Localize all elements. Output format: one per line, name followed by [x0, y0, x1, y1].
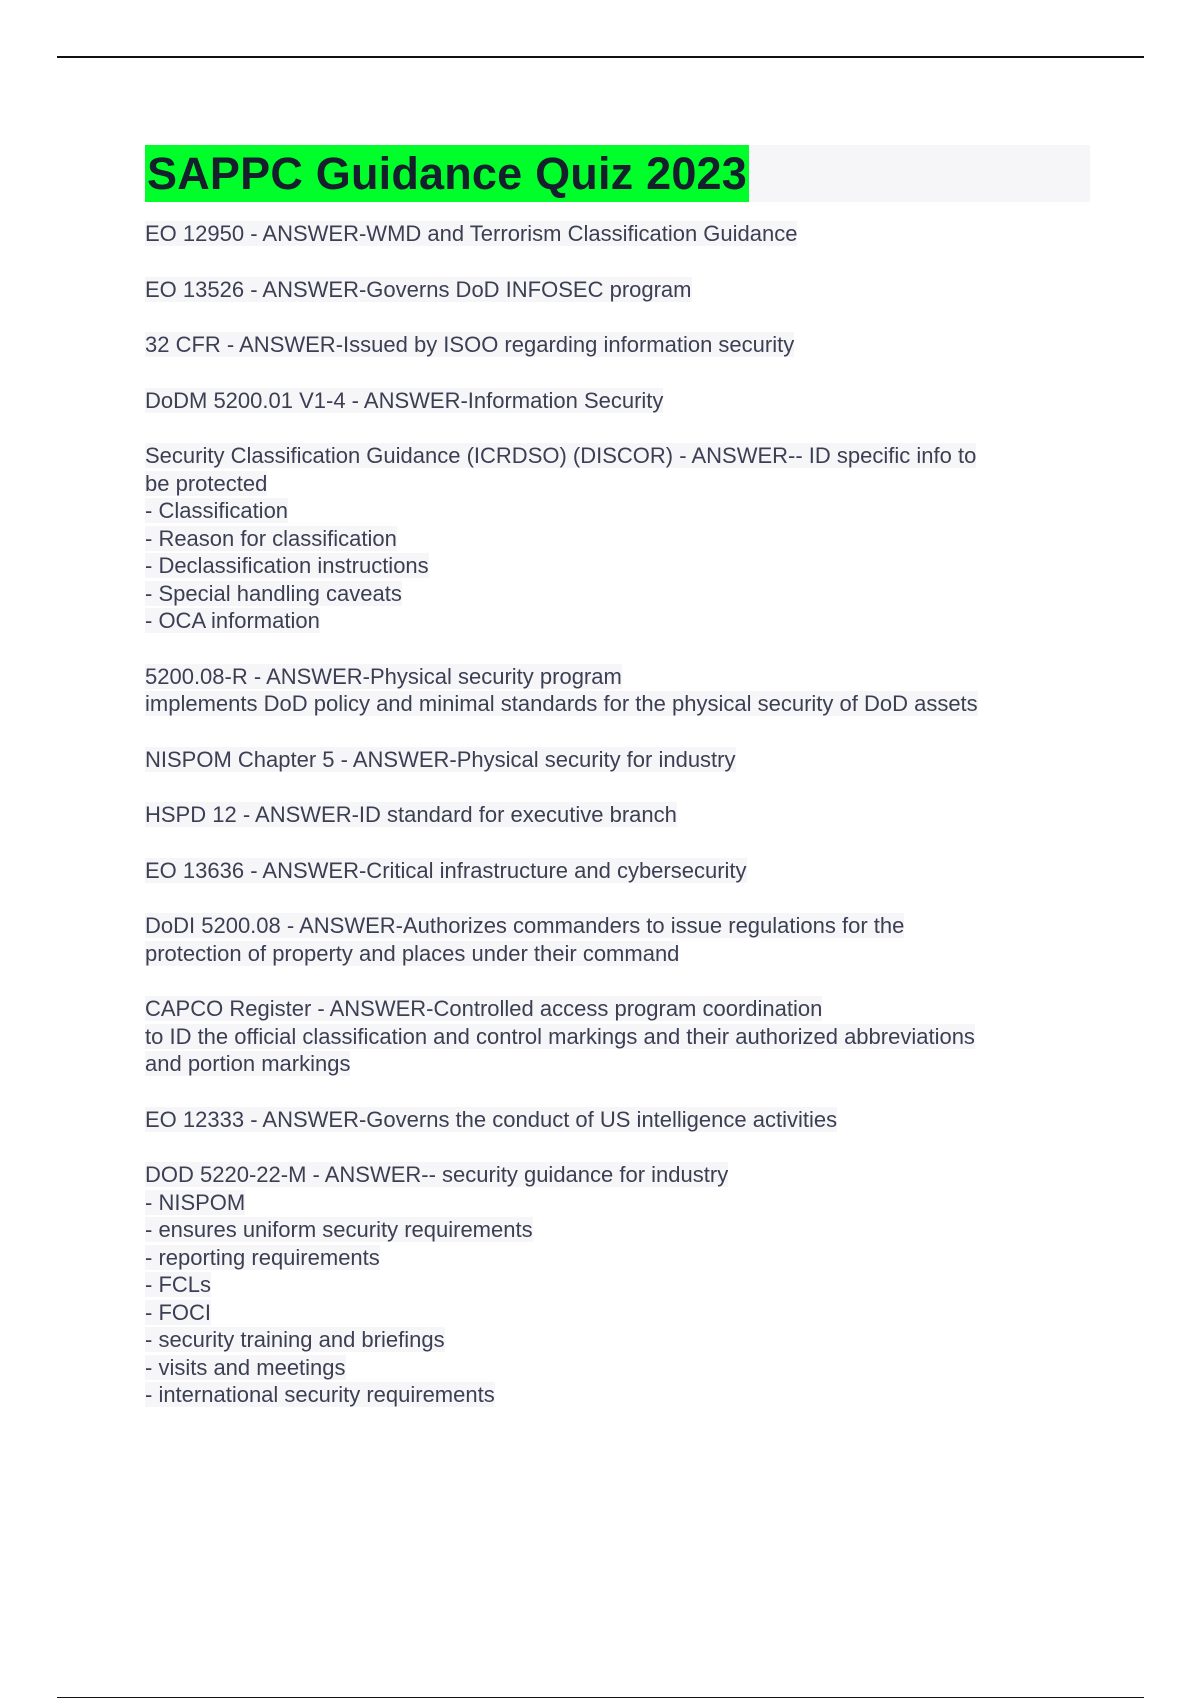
qa-entry: [145, 387, 1090, 415]
qa-entry-text: implements DoD policy and minimal standards for the physical security of DoD assets: [145, 691, 978, 716]
qa-entry-text: - international security requirements: [145, 1382, 495, 1407]
qa-entry-answer-line: [145, 525, 1090, 553]
qa-entry-answer-line: [145, 497, 1090, 525]
qa-entry-text: DoDM 5200.01 V1-4 - ANSWER-Information Security: [145, 387, 664, 413]
qa-entry: [145, 1106, 1090, 1134]
qa-entry: [145, 801, 1090, 829]
qa-entry-text: - Special handling caveats: [145, 580, 402, 606]
qa-entry-answer-line: [145, 552, 1090, 580]
qa-entry: [145, 663, 1090, 718]
qa-entry-question-line: [145, 801, 1090, 829]
qa-entry-text: protection of property and places under their command: [145, 940, 680, 966]
qa-entry-text: be protected: [145, 470, 268, 496]
qa-entry-question-line: [145, 663, 1090, 691]
qa-entry-text: - FOCI: [145, 1299, 211, 1325]
qa-entry-text: 32 CFR - ANSWER-Issued by ISOO regarding information security: [145, 332, 795, 357]
qa-entry-question-line: [145, 746, 1090, 774]
qa-entry-text: NISPOM Chapter 5 - ANSWER-Physical security for industry: [145, 746, 736, 772]
qa-entry-text: EO 13636 - ANSWER-Critical infrastructure and cybersecurity: [145, 857, 747, 883]
qa-entry-answer-line: [145, 1216, 1090, 1244]
qa-entry-answer-line: [145, 1023, 1090, 1051]
qa-entry: [145, 912, 1090, 967]
qa-entry-text: DoDI 5200.08 - ANSWER-Authorizes commanders to issue regulations for the: [145, 913, 905, 938]
qa-entry-text: - Reason for classification: [145, 525, 397, 551]
qa-entry-question-line: [145, 912, 1090, 940]
qa-entry-text: - security training and briefings: [145, 1327, 445, 1352]
qa-entry-text: - Declassification instructions: [145, 553, 429, 578]
title-band: [145, 145, 1090, 202]
qa-entry-text: EO 13526 - ANSWER-Governs DoD INFOSEC program: [145, 276, 692, 302]
qa-entry-answer-line: [145, 690, 1090, 718]
qa-entry-question-line: [145, 995, 1090, 1023]
qa-entry: [145, 746, 1090, 774]
qa-entry-answer-line: [145, 1050, 1090, 1078]
qa-entry-answer-line: [145, 580, 1090, 608]
qa-entry-text: 5200.08-R - ANSWER-Physical security program: [145, 663, 622, 689]
qa-entry-text: EO 12333 - ANSWER-Governs the conduct of US intelligence activities: [145, 1106, 838, 1132]
qa-entry-answer-line: [145, 1381, 1090, 1409]
qa-entry-text: - visits and meetings: [145, 1354, 346, 1380]
qa-entry-answer-line: [145, 1189, 1090, 1217]
qa-entry-question-line: [145, 1161, 1090, 1189]
qa-entry-answer-line: [145, 1299, 1090, 1327]
qa-entry-text: - reporting requirements: [145, 1244, 380, 1270]
qa-entry-answer-line: [145, 940, 1090, 968]
qa-entry-question-line: [145, 1106, 1090, 1134]
qa-entry: [145, 331, 1090, 359]
qa-entry-text: HSPD 12 - ANSWER-ID standard for executive branch: [145, 802, 677, 827]
qa-entry: [145, 857, 1090, 885]
qa-entry-answer-line: [145, 607, 1090, 635]
qa-entry: [145, 1161, 1090, 1409]
qa-entry-answer-line: [145, 1326, 1090, 1354]
qa-entry-text: - OCA information: [145, 608, 320, 633]
qa-entry-question-line: [145, 276, 1090, 304]
qa-entry-text: - FCLs: [145, 1272, 211, 1297]
qa-entry-text: EO 12950 - ANSWER-WMD and Terrorism Classification Guidance: [145, 221, 798, 246]
qa-entry-text: - Classification: [145, 498, 289, 523]
qa-entry-question-line: [145, 387, 1090, 415]
qa-entry: [145, 442, 1090, 635]
bottom-rule: [57, 1697, 1144, 1698]
qa-entry-text: and portion markings: [145, 1051, 351, 1076]
qa-entry-text: CAPCO Register - ANSWER-Controlled access program coordination: [145, 996, 823, 1021]
qa-entry-answer-line: [145, 1271, 1090, 1299]
qa-entry-question-line: [145, 442, 1090, 470]
top-rule: [57, 56, 1144, 58]
qa-entry-question-line: [145, 857, 1090, 885]
qa-entry-answer-line: [145, 470, 1090, 498]
qa-entry-text: DOD 5220-22-M - ANSWER-- security guidance for industry: [145, 1162, 729, 1187]
qa-entry-answer-line: [145, 1244, 1090, 1272]
qa-entry-question-line: [145, 220, 1090, 248]
qa-entry-question-line: [145, 331, 1090, 359]
qa-entry-text: to ID the official classification and control markings and their authorized abbreviations: [145, 1023, 975, 1049]
document-title: SAPPC Guidance Quiz 2023: [145, 145, 749, 202]
qa-entry-answer-line: [145, 1354, 1090, 1382]
qa-entry: [145, 276, 1090, 304]
document-page: [145, 145, 1090, 1437]
qa-list: [145, 220, 1090, 1409]
qa-entry: [145, 220, 1090, 248]
qa-entry-text: - ensures uniform security requirements: [145, 1217, 533, 1242]
qa-entry-text: Security Classification Guidance (ICRDSO) (DISCOR) - ANSWER-- ID specific info to: [145, 443, 977, 468]
qa-entry: [145, 995, 1090, 1078]
qa-entry-text: - NISPOM: [145, 1189, 246, 1215]
